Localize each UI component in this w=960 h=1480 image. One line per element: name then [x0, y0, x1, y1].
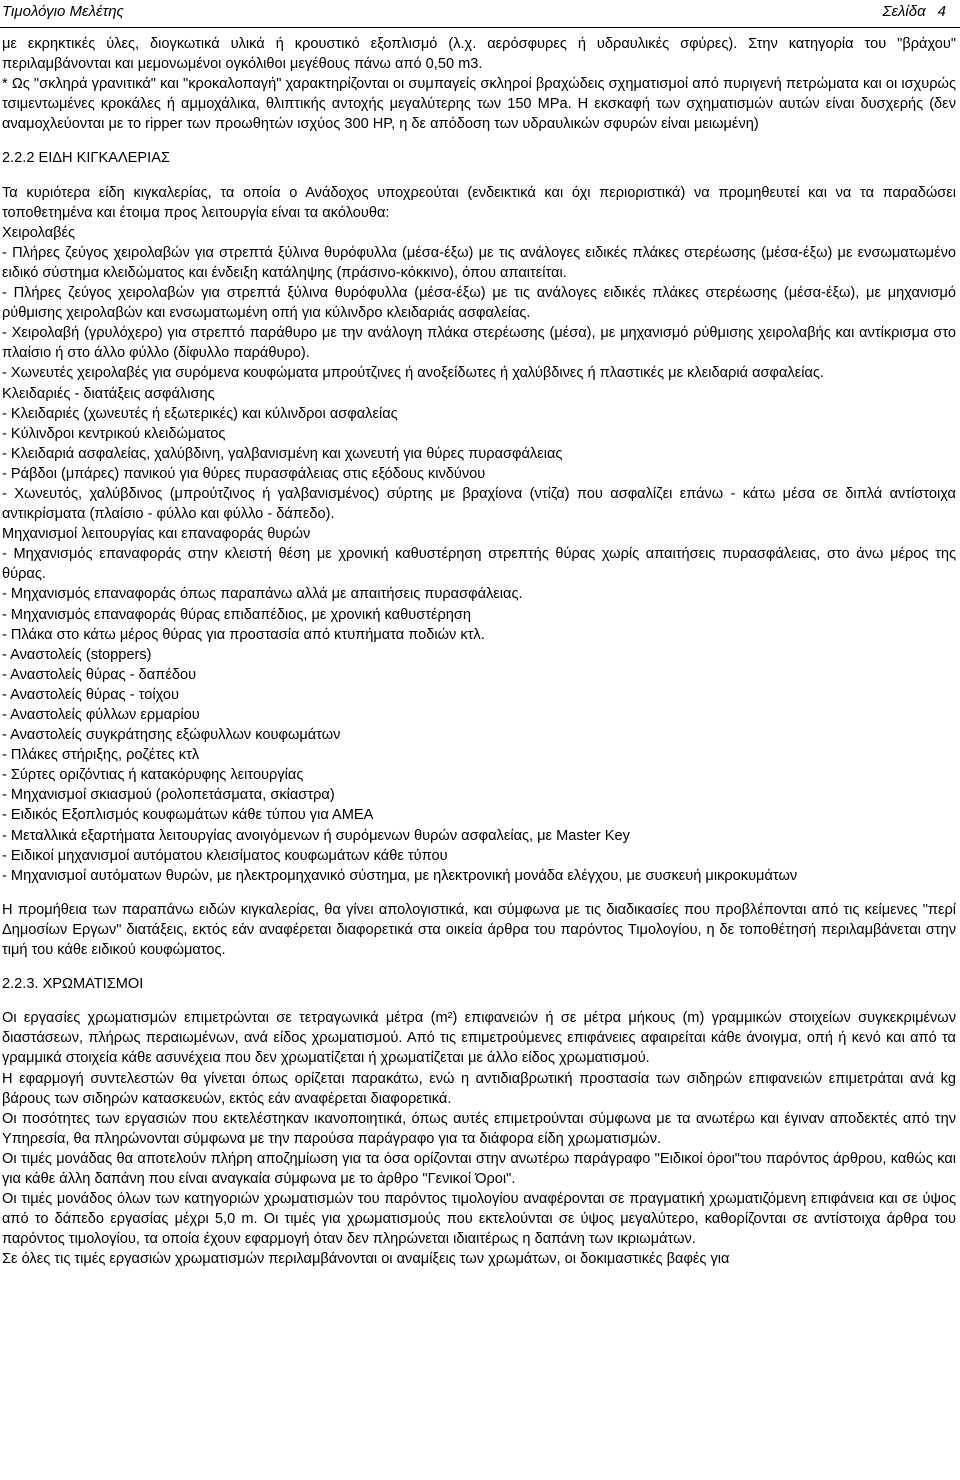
body-paragraph: Σε όλες τις τιμές εργασιών χρωματισμών περιλαμβάνονται οι αναμίξεις των χρωμάτων, οι δοκιμαστικές βαφές για [2, 1251, 730, 1268]
list-item: - Μεταλλικά εξαρτήματα λειτουργίας ανοιγόμενων ή συρόμενων θυρών ασφαλείας, με Master Key [2, 827, 630, 844]
list-item: - Κλειδαριές (χωνευτές ή εξωτερικές) και κύλινδροι ασφαλείας [2, 405, 398, 422]
list-item: - Μηχανισμός επαναφοράς θύρας επιδαπέδιος, με χρονική καθυστέρηση [2, 606, 472, 623]
list-item: Τα κυριότερα είδη κιγκαλερίας, τα οποία ο Ανάδοχος υποχρεούται (ενδεικτικά και όχι περιοριστικά) να προμηθευτεί και να τα παραδώσει τοποθετημένα και έτοιμα προς λειτουργία είναι τα ακόλουθα: [2, 184, 956, 221]
list-item: - Αναστολείς συγκράτησης εξώφυλλων κουφωμάτων [2, 727, 341, 744]
header-divider [0, 27, 960, 28]
list-item: - Μηχανισμός επαναφοράς στην κλειστή θέση με χρονική καθυστέρηση στρεπτής θύρας χωρίς απαιτήσεις πυρασφάλειας, στο άνω μέρος της θύρας. [2, 546, 956, 583]
list-item: - Μηχανισμός επαναφοράς όπως παραπάνω αλλά με απαιτήσεις πυρασφάλειας. [2, 586, 523, 603]
document-body [2, 34, 956, 1269]
list-item: - Πλήρες ζεύγος χειρολαβών για στρεπτά ξύλινα θυρόφυλλα (μέσα-έξω) με τις ανάλογες ειδικές πλάκες στερέωσης (μέσα-έξω) με ενσωματωμένο ειδικό σύστημα κλειδώματος και ένδειξη κατάληψης (πράσινο-κόκκινο), όπου απαιτείται. [2, 244, 956, 281]
list-item: - Πλάκα στο κάτω μέρος θύρας για προστασία από κτυπήματα ποδιών κτλ. [2, 626, 485, 643]
subheading: Κλειδαριές - διατάξεις ασφάλισης [2, 385, 215, 402]
list-item: - Αναστολείς (stoppers) [2, 646, 152, 663]
section-heading: 2.2.3. ΧΡΩΜΑΤΙΣΜΟΙ [2, 976, 144, 993]
list-item: - Αναστολείς θύρας - τοίχου [2, 686, 179, 703]
list-item: - Ειδικός Εξοπλισμός κουφωμάτων κάθε τύπου για ΑΜΕΑ [2, 807, 374, 824]
list-item: - Κύλινδροι κεντρικού κλειδώματος [2, 425, 226, 442]
body-paragraph: Η εφαρμογή συντελεστών θα γίνεται όπως ορίζεται παρακάτω, ενώ η αντιδιαβρωτική προστασία των σιδηρών επιφανειών επιμετράται ανά kg βάρους των σιδηρών κατασκευών, εκτός εάν αναφέρεται διαφορετικά. [2, 1070, 956, 1107]
body-paragraph: Οι τιμές μονάδος όλων των κατηγοριών χρωματισμών του παρόντος τιμολογίου αναφέρονται σε πραγματική χρωματιζόμενη επιφάνεια και σε ύψος από το δάπεδο εργασίας μέχρι 5,0 m. Οι τιμές για χρωματισμούς που εκτελούνται σε ύψος μεγαλύτερο, καθορίζονται σε αντίστοιχα άρθρα του παρόντος τιμολογίου, τα οποία έχουν εφαρμογή όταν δεν πληρώνεται ιδιαιτέρως η δαπάνη των ικριωμάτων. [2, 1191, 956, 1248]
page-header [0, 0, 960, 28]
body-paragraph: Οι εργασίες χρωματισμών επιμετρώνται σε τετραγωνικά μέτρα (m²) επιφανειών ή σε μέτρα μήκους (m) γραμμικών στοιχείων συγκεκριμένων διαστάσεων, πλήρως περαιωμένων, ανά είδος χρωματισμού. Από τις επιμετρούμενες επιφάνειες αφαιρείται κάθε άνοιγμα, οπή ή κενό και από τα γραμμικά στοιχεία κάθε ασυνέχεια που δεν χρωματίζεται ή χρωματίζεται με άλλο είδος χρωματισμού. [2, 1010, 956, 1067]
page-number: 4 [937, 3, 946, 20]
list-item: - Αναστολείς φύλλων ερμαρίου [2, 707, 200, 723]
body-paragraph: Οι ποσότητες των εργασιών που εκτελέστηκαν ικανοποιητικά, όπως αυτές επιμετρούνται σύμφωνα με τα ανωτέρω και έγιναν αποδεκτές από την Υπηρεσία, θα πληρώνονται σύμφωνα με την παρούσα παράγραφο για τα διάφορα είδη χρωματισμών. [2, 1110, 956, 1147]
page-indicator [882, 3, 946, 20]
page-label: Σελίδα [882, 3, 926, 20]
intro-paragraph: * Ως "σκληρά γρανιτικά" και "κροκαλοπαγή" χαρακτηρίζονται οι συμπαγείς σκληροί βραχώδεις σχηματισμοί από πυριγενή πετρώματα και οι ισχυρώς τσιμεντωμένες κροκάλες ή αμμοχάλικα, θλιπτικής αντοχής μεγαλύτερης των 150 MPa. Η εκσκαφή των σχηματισμών αυτών είναι δυσχερής (δεν αναμοχλεύονται με το ripper των προωθητών ισχύος 300 HP, η δε απόδοση των υδραυλικών σφυρών είναι μειωμένη) [2, 76, 956, 133]
list-item: - Μηχανισμοί αυτόματων θυρών, με ηλεκτρομηχανικό σύστημα, με ηλεκτρονική μονάδα ελέγχου, με συσκευή μικροκυμάτων [2, 867, 798, 884]
list-item: - Χωνευτός, χαλύβδινος (μπρούτζινος ή γαλβανισμένος) σύρτης με βραχίονα (ντίζα) που ασφαλίζει επάνω - κάτω μέσα σε διπλά αντίστοιχα αντικρίσματα (πλαίσιο - φύλλο και φύλλο - δάπεδο). [2, 485, 956, 523]
list-item: - Μηχανισμοί σκιασμού (ρολοπετάσματα, σκίαστρα) [2, 787, 335, 804]
list-item: - Ράβδοι (μπάρες) πανικού για θύρες πυρασφάλειας στις εξόδους κινδύνου [2, 465, 486, 482]
list-item: - Κλειδαριά ασφαλείας, χαλύβδινη, γαλβανισμένη και χωνευτή για θύρες πυρασφάλειας [2, 445, 563, 462]
list-item: - Ειδικοί μηχανισμοί αυτόματου κλεισίματος κουφωμάτων κάθε τύπου [2, 847, 448, 864]
list-item: - Σύρτες οριζόντιας ή κατακόρυφης λειτουργίας [2, 767, 304, 784]
intro-paragraph: με εκρηκτικές ύλες, διογκωτικά υλικά ή κρουστικό εξοπλισμό (λ.χ. αερόσφυρες ή υδραυλικές σφύρες). Στην κατηγορία του "βράχου" περιλαμβάνονται και μεμονωμένοι ογκόλιθοι μεγέθους πάνω από 0,50 m3. [2, 36, 956, 73]
body-paragraph: Οι τιμές μονάδας θα αποτελούν πλήρη αποζημίωση για τα όσα ορίζονται στην ανωτέρω παράγραφο "Ειδικοί όροι"του παρόντος άρθρου, καθώς και για κάθε άλλη δαπάνη που είναι αναγκαία σύμφωνα με το άρθρο "Γενικοί Όροι". [2, 1150, 956, 1187]
list-item: - Πλάκες στήριξης, ροζέτες κτλ [2, 747, 200, 764]
document-title: Τιμολόγιο Μελέτης [2, 3, 124, 20]
subheading: Χειρολαβές [2, 224, 76, 241]
list-item: - Χειρολαβή (γρυλόχερο) για στρεπτό παράθυρο με την ανάλογη πλάκα στερέωσης (μέσα), με μηχανισμό ρύθμισης χειρολαβής και αντίκρισμα στο πλαίσιο ή στο άλλο φύλλο (δίφυλλο παράθυρο). [2, 325, 956, 362]
list-item: - Αναστολείς θύρας - δαπέδου [2, 666, 197, 683]
subheading: Μηχανισμοί λειτουργίας και επαναφοράς θυρών [2, 526, 311, 543]
list-item: - Πλήρες ζεύγος χειρολαβών για στρεπτά ξύλινα θυρόφυλλα (μέσα-έξω) με τις ανάλογες ειδικές πλάκες στερέωσης (μέσα-έξω), με μηχανισμό ρύθμισης χειρολαβών και ενσωματωμένη οπή για κύλινδρο κλειδαριάς ασφαλείας. [2, 285, 956, 322]
section-heading: 2.2.2 ΕΙΔΗ ΚΙΓΚΑΛΕΡΙΑΣ [2, 150, 170, 167]
closing-paragraph: Η προμήθεια των παραπάνω ειδών κιγκαλερίας, θα γίνει απολογιστικά, και σύμφωνα με τις διαδικασίες που προβλέπονται από τις κείμενες "περί Δημοσίων Εργων" διατάξεις, εκτός εάν αναφέρεται διαφορετικά στα οικεία άρθρα του παρόντος Τιμολογίου, η δε τοποθέτησή περιλαμβάνεται στην τιμή του κάθε ειδικού κουφώματος. [2, 901, 956, 959]
list-item: - Χωνευτές χειρολαβές για συρόμενα κουφώματα μπρούτζινες ή ανοξείδωτες ή χαλύβδινες ή πλαστικές με κλειδαριά ασφαλείας. [2, 365, 824, 382]
